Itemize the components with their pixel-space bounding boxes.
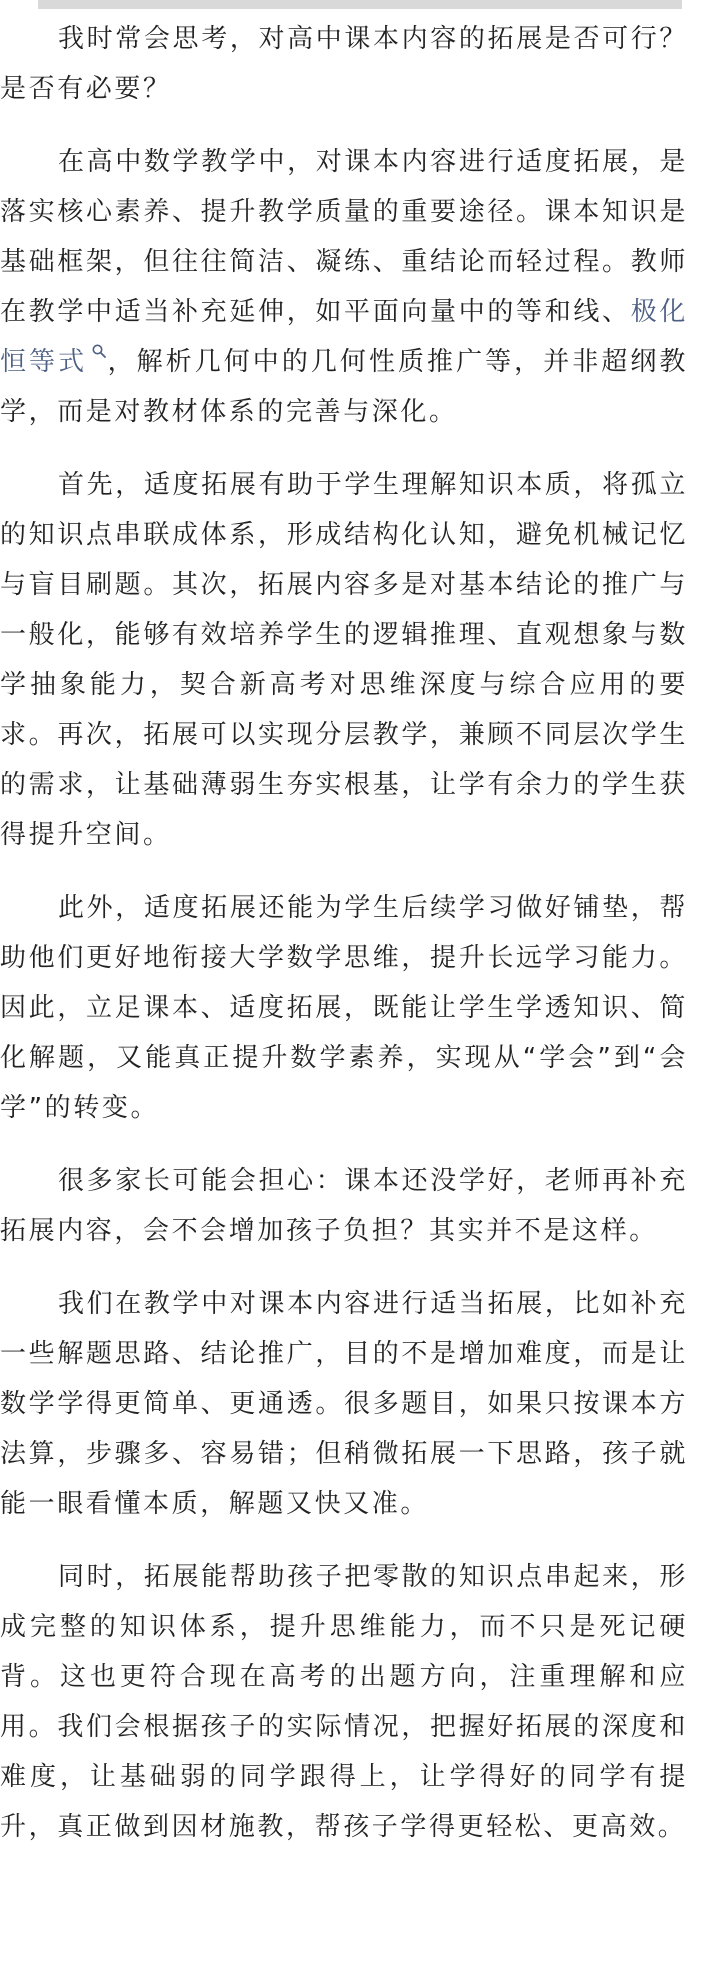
paragraph-5-text: 很多家长可能会担心：课本还没学好，老师再补充拓展内容，会不会增加孩子负担？其实并不是这样。 [0, 1166, 688, 1246]
paragraph-7-text: 同时，拓展能帮助孩子把零散的知识点串起来，形成完整的知识体系，提升思维能力，而不只是死记硬背。这也更符合现在高考的出题方向，注重理解和应用。我们会根据孩子的实际情况，把握好拓展的深度和难度，让基础弱的同学跟得上，让学得好的同学有提升，真正做到因材施教，帮孩子学得更轻松、更高效。 [0, 1562, 688, 1842]
article-text-column [0, 14, 688, 1852]
paragraph-6-text: 我们在教学中对课本内容进行适当拓展，比如补充一些解题思路、结论推广，目的不是增加难度，而是让数学学得更简单、更通透。很多题目，如果只按课本方法算，步骤多、容易错；但稍微拓展一下思路，孩子就能一眼看懂本质，解题又快又准。 [0, 1289, 688, 1519]
paragraph-3 [0, 460, 688, 860]
polarization-identity-link-text: 极化恒等式 [0, 297, 689, 377]
paragraph-7 [0, 1552, 688, 1852]
paragraph-6 [0, 1279, 688, 1529]
paragraph-2-text-after-link: ，解析几何中的几何性质推广等，并非超纲教学，而是对教材体系的完善与深化。 [0, 347, 688, 427]
paragraph-3-text: 首先，适度拓展有助于学生理解知识本质，将孤立的知识点串联成体系，形成结构化认知，避免机械记忆与盲目刷题。其次，拓展内容多是对基本结论的推广与一般化，能够有效培养学生的逻辑推理、直观想象与数学抽象能力，契合新高考对思维深度与综合应用的要求。再次，拓展可以实现分层教学，兼顾不同层次学生的需求，让基础薄弱生夯实根基，让学有余力的学生获得提升空间。 [0, 470, 688, 850]
paragraph-2 [0, 137, 688, 437]
article-body [0, 14, 720, 1875]
paragraph-1-text: 我时常会思考，对高中课本内容的拓展是否可行？是否有必要？ [0, 24, 688, 104]
paragraph-4-text: 此外，适度拓展还能为学生后续学习做好铺垫，帮助他们更好地衔接大学数学思维，提升长远学习能力。因此，立足课本、适度拓展，既能让学生学透知识、简化解题，又能真正提升数学素养，实现从“学会”到“会学”的转变。 [0, 893, 688, 1123]
paragraph-5 [0, 1156, 688, 1256]
paragraph-2-text-before-link: 在高中数学教学中，对课本内容进行适度拓展，是落实核心素养、提升教学质量的重要途径。课本知识是基础框架，但往往简洁、凝练、重结论而轻过程。教师在教学中适当补充延伸，如平面向量中的等和线、 [0, 147, 688, 327]
search-icon [91, 343, 107, 359]
paragraph-4 [0, 883, 688, 1133]
paragraph-1 [0, 14, 688, 114]
top-divider-bar [38, 0, 682, 9]
